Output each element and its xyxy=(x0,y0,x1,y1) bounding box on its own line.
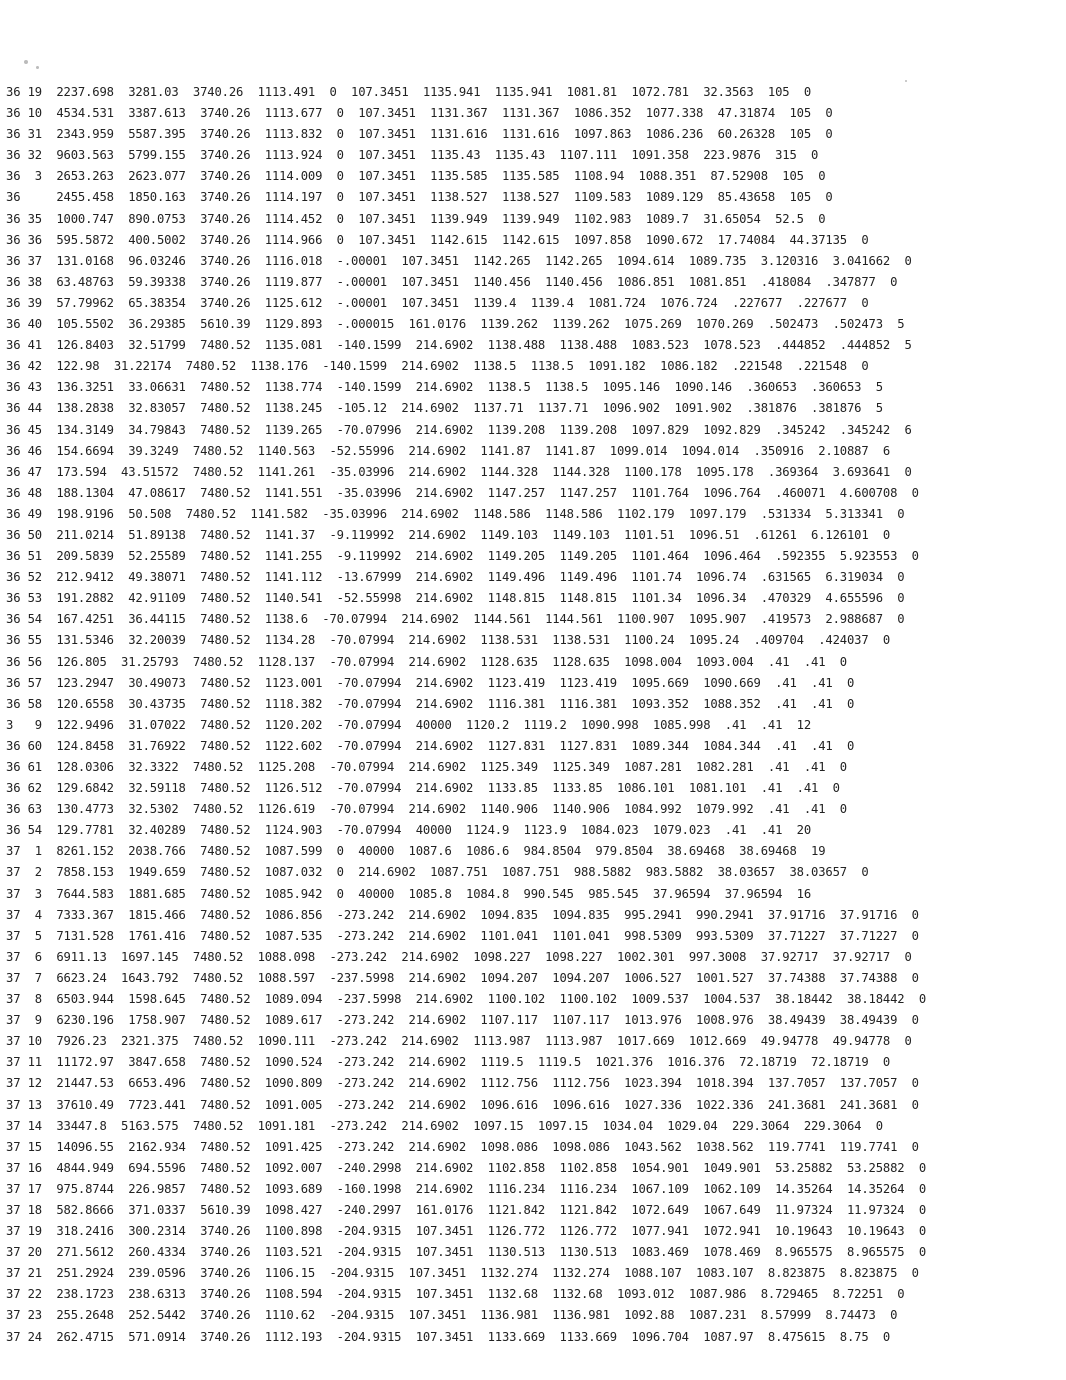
data-row: 37 24 262.4715 571.0914 3740.26 1112.193 -204.9315 107.3451 1133.669 1133.669 1096.704 1087.97 8.475615 8.75 0 xyxy=(6,1329,891,1344)
data-row: 37 2 7858.153 1949.659 7480.52 1087.032 0 214.6902 1087.751 1087.751 988.5882 983.5882 38.03657 38.03657 0 xyxy=(6,865,869,880)
data-row: 37 13 37610.49 7723.441 7480.52 1091.005 -273.242 214.6902 1096.616 1096.616 1027.336 1022.336 241.3681 241.3681 0 xyxy=(6,1097,919,1112)
data-row: 37 3 7644.583 1881.685 7480.52 1085.942 0 40000 1085.8 1084.8 990.545 985.545 37.96594 37.96594 16 xyxy=(6,886,811,901)
data-row: 36 54 167.4251 36.44115 7480.52 1138.6 -70.07994 214.6902 1144.561 1144.561 1100.907 1095.907 .419573 2.988687 0 xyxy=(6,612,905,627)
data-row: 36 57 123.2947 30.49073 7480.52 1123.001 -70.07994 214.6902 1123.419 1123.419 1095.669 1090.669 .41 .41 0 xyxy=(6,675,855,690)
data-row: 36 61 128.0306 32.3322 7480.52 1125.208 -70.07994 214.6902 1125.349 1125.349 1087.281 1082.281 .41 .41 0 xyxy=(6,760,847,774)
data-row: 37 4 7333.367 1815.466 7480.52 1086.856 -273.242 214.6902 1094.835 1094.835 995.2941 990.2941 37.91716 37.91716 0 xyxy=(6,907,919,922)
data-row: 37 7 6623.24 1643.792 7480.52 1088.597 -237.5998 214.6902 1094.207 1094.207 1006.527 1001.527 37.74388 37.74388 0 xyxy=(6,970,919,985)
data-row: 37 14 33447.8 5163.575 7480.52 1091.181 -273.242 214.6902 1097.15 1097.15 1034.04 1029.04 229.3064 229.3064 0 xyxy=(6,1118,883,1133)
data-row: 3 9 122.9496 31.07022 7480.52 1120.202 -70.07994 40000 1120.2 1119.2 1090.998 1085.998 .41 .41 12 xyxy=(6,717,811,732)
data-row: 36 58 120.6558 30.43735 7480.52 1118.382 -70.07994 214.6902 1116.381 1116.381 1093.352 1088.352 .41 .41 0 xyxy=(6,696,855,711)
data-row: 36 44 138.2838 32.83057 7480.52 1138.245 -105.12 214.6902 1137.71 1137.71 1096.902 1091.902 .381876 .381876 5 xyxy=(6,401,883,416)
scan-speck xyxy=(24,60,28,64)
data-row: 37 8 6503.944 1598.645 7480.52 1089.094 -237.5998 214.6902 1100.102 1100.102 1009.537 1004.537 38.18442 38.18442 0 xyxy=(6,992,926,1007)
data-row: 36 54 129.7781 32.40289 7480.52 1124.903 -70.07994 40000 1124.9 1123.9 1084.023 1079.023 .41 .41 20 xyxy=(6,823,811,838)
data-row: 37 9 6230.196 1758.907 7480.52 1089.617 -273.242 214.6902 1107.117 1107.117 1013.976 1008.976 38.49439 38.49439 0 xyxy=(6,1013,919,1028)
data-row: 37 12 21447.53 6653.496 7480.52 1090.809 -273.242 214.6902 1112.756 1112.756 1023.394 1018.394 137.7057 137.7057 0 xyxy=(6,1076,919,1091)
data-row: 36 43 136.3251 33.06631 7480.52 1138.774 -140.1599 214.6902 1138.5 1138.5 1095.146 1090.146 .360653 .360653 5 xyxy=(6,380,883,395)
data-row: 37 22 238.1723 238.6313 3740.26 1108.594 -204.9315 107.3451 1132.68 1132.68 1093.012 1087.986 8.729465 8.72251 0 xyxy=(6,1287,905,1302)
data-row: 37 16 4844.949 694.5596 7480.52 1092.007 -240.2998 214.6902 1102.858 1102.858 1054.901 1049.901 53.25882 53.25882 0 xyxy=(6,1160,926,1175)
data-row: 36 56 126.805 31.25793 7480.52 1128.137 -70.07994 214.6902 1128.635 1128.635 1098.004 1093.004 .41 .41 0 xyxy=(6,654,847,669)
data-row: 37 19 318.2416 300.2314 3740.26 1100.898 -204.9315 107.3451 1126.772 1126.772 1077.941 1072.941 10.19643 10.19643 0 xyxy=(6,1224,926,1239)
data-table xyxy=(6,82,1062,1348)
data-row: 36 46 154.6694 39.3249 7480.52 1140.563 -52.55996 214.6902 1141.87 1141.87 1099.014 1094.014 .350916 2.10887 6 xyxy=(6,443,891,458)
data-row: 37 10 7926.23 2321.375 7480.52 1090.111 -273.242 214.6902 1113.987 1113.987 1017.669 1012.669 49.94778 49.94778 0 xyxy=(6,1034,912,1049)
data-row: 36 3 2653.263 2623.077 3740.26 1114.009 0 107.3451 1135.585 1135.585 1108.94 1088.351 87.52908 105 0 xyxy=(6,169,826,184)
data-row: 37 5 7131.528 1761.416 7480.52 1087.535 -273.242 214.6902 1101.041 1101.041 998.5309 993.5309 37.71227 37.71227 0 xyxy=(6,928,919,943)
data-row: 36 62 129.6842 32.59118 7480.52 1126.512 -70.07994 214.6902 1133.85 1133.85 1086.101 1081.101 .41 .41 0 xyxy=(6,781,840,796)
data-row: 37 21 251.2924 239.0596 3740.26 1106.15 -204.9315 107.3451 1132.274 1132.274 1088.107 1083.107 8.823875 8.823875 0 xyxy=(6,1266,919,1281)
data-row: 36 50 211.0214 51.89138 7480.52 1141.37 -9.119992 214.6902 1149.103 1149.103 1101.51 1096.51 .61261 6.126101 0 xyxy=(6,527,891,542)
data-row: 36 35 1000.747 890.0753 3740.26 1114.452 0 107.3451 1139.949 1139.949 1102.983 1089.7 31.65054 52.5 0 xyxy=(6,211,826,226)
data-row: 36 60 124.8458 31.76922 7480.52 1122.602 -70.07994 214.6902 1127.831 1127.831 1089.344 1084.344 .41 .41 0 xyxy=(6,738,855,753)
data-row: 36 45 134.3149 34.79843 7480.52 1139.265 -70.07996 214.6902 1139.208 1139.208 1097.829 1092.829 .345242 .345242 6 xyxy=(6,422,912,437)
data-row: 37 20 271.5612 260.4334 3740.26 1103.521 -204.9315 107.3451 1130.513 1130.513 1083.469 1078.469 8.965575 8.965575 0 xyxy=(6,1245,926,1260)
data-row: 37 23 255.2648 252.5442 3740.26 1110.62 -204.9315 107.3451 1136.981 1136.981 1092.88 1087.231 8.57999 8.74473 0 xyxy=(6,1308,898,1323)
data-row: 36 40 105.5502 36.29385 5610.39 1129.893 -.000015 161.0176 1139.262 1139.262 1075.269 1070.269 .502473 .502473 5 xyxy=(6,317,905,332)
data-row: 36 53 191.2882 42.91109 7480.52 1140.541 -52.55998 214.6902 1148.815 1148.815 1101.34 1096.34 .470329 4.655596 0 xyxy=(6,591,905,606)
data-row: 36 48 188.1304 47.08617 7480.52 1141.551 -35.03996 214.6902 1147.257 1147.257 1101.764 1096.764 .460071 4.600708 0 xyxy=(6,485,919,500)
data-row: 37 17 975.8744 226.9857 7480.52 1093.689 -160.1998 214.6902 1116.234 1116.234 1067.109 1062.109 14.35264 14.35264 0 xyxy=(6,1181,926,1196)
data-row: 37 6 6911.13 1697.145 7480.52 1088.098 -273.242 214.6902 1098.227 1098.227 1002.301 997.3008 37.92717 37.92717 0 xyxy=(6,949,912,964)
data-row: 36 55 131.5346 32.20039 7480.52 1134.28 -70.07994 214.6902 1138.531 1138.531 1100.24 1095.24 .409704 .424037 0 xyxy=(6,633,891,648)
data-row: 36 31 2343.959 5587.395 3740.26 1113.832 0 107.3451 1131.616 1131.616 1097.863 1086.236 60.26328 105 0 xyxy=(6,127,833,142)
data-row: 36 47 173.594 43.51572 7480.52 1141.261 -35.03996 214.6902 1144.328 1144.328 1100.178 1095.178 .369364 3.693641 0 xyxy=(6,464,912,479)
data-row: 36 2455.458 1850.163 3740.26 1114.197 0 107.3451 1138.527 1138.527 1109.583 1089.129 85.43658 105 0 xyxy=(6,190,833,205)
data-row: 36 39 57.79962 65.38354 3740.26 1125.612 -.00001 107.3451 1139.4 1139.4 1081.724 1076.724 .227677 .227677 0 xyxy=(6,295,869,310)
scan-speck xyxy=(36,66,39,69)
data-row: 36 49 198.9196 50.508 7480.52 1141.582 -35.03996 214.6902 1148.586 1148.586 1102.179 1097.179 .531334 5.313341 0 xyxy=(6,506,905,521)
data-row: 36 36 595.5872 400.5002 3740.26 1114.966 0 107.3451 1142.615 1142.615 1097.858 1090.672 17.74084 44.37135 0 xyxy=(6,232,869,247)
data-row: 36 19 2237.698 3281.03 3740.26 1113.491 0 107.3451 1135.941 1135.941 1081.81 1072.781 32.3563 105 0 xyxy=(6,85,811,99)
data-row: 36 37 131.0168 96.03246 3740.26 1116.018 -.00001 107.3451 1142.265 1142.265 1094.614 1089.735 3.120316 3.041662 0 xyxy=(6,253,912,268)
data-row: 37 15 14096.55 2162.934 7480.52 1091.425 -273.242 214.6902 1098.086 1098.086 1043.562 1038.562 119.7741 119.7741 0 xyxy=(6,1139,919,1154)
data-row: 36 51 209.5839 52.25589 7480.52 1141.255 -9.119992 214.6902 1149.205 1149.205 1101.464 1096.464 .592355 5.923553 0 xyxy=(6,549,919,564)
data-row: 37 11 11172.97 3847.658 7480.52 1090.524 -273.242 214.6902 1119.5 1119.5 1021.376 1016.376 72.18719 72.18719 0 xyxy=(6,1055,891,1070)
data-row: 36 63 130.4773 32.5302 7480.52 1126.619 -70.07994 214.6902 1140.906 1140.906 1084.992 1079.992 .41 .41 0 xyxy=(6,802,847,817)
data-row: 36 38 63.48763 59.39338 3740.26 1119.877 -.00001 107.3451 1140.456 1140.456 1086.851 1081.851 .418084 .347877 0 xyxy=(6,274,898,289)
data-row: 37 1 8261.152 2038.766 7480.52 1087.599 0 40000 1087.6 1086.6 984.8504 979.8504 38.69468 38.69468 19 xyxy=(6,844,826,859)
data-row: 37 18 582.8666 371.0337 5610.39 1098.427 -240.2997 161.0176 1121.842 1121.842 1072.649 1067.649 11.97324 11.97324 0 xyxy=(6,1202,926,1217)
data-row: 36 41 126.8403 32.51799 7480.52 1135.081 -140.1599 214.6902 1138.488 1138.488 1083.523 1078.523 .444852 .444852 5 xyxy=(6,338,912,353)
data-row: 36 52 212.9412 49.38071 7480.52 1141.112 -13.67999 214.6902 1149.496 1149.496 1101.74 1096.74 .631565 6.319034 0 xyxy=(6,570,905,585)
data-row: 36 42 122.98 31.22174 7480.52 1138.176 -140.1599 214.6902 1138.5 1138.5 1091.182 1086.182 .221548 .221548 0 xyxy=(6,359,869,374)
data-row: 36 32 9603.563 5799.155 3740.26 1113.924 0 107.3451 1135.43 1135.43 1107.111 1091.358 223.9876 315 0 xyxy=(6,148,819,163)
data-row: 36 10 4534.531 3387.613 3740.26 1113.677 0 107.3451 1131.367 1131.367 1086.352 1077.338 47.31874 105 0 xyxy=(6,106,833,121)
